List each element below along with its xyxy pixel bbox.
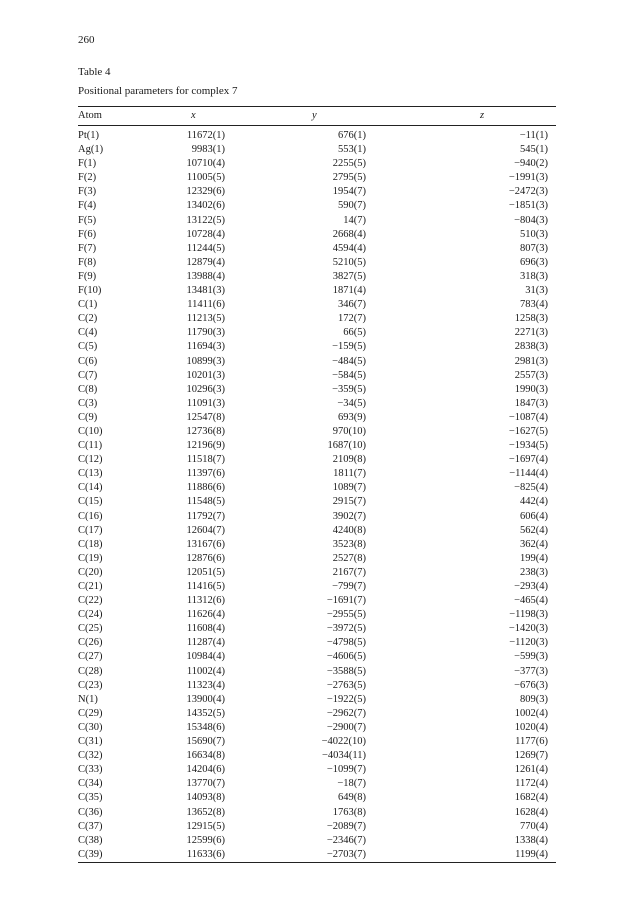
cell-y: 1954(7) xyxy=(332,186,366,198)
table-label: Table 4 xyxy=(78,66,111,78)
cell-z: 1269(7) xyxy=(514,750,548,762)
table-row xyxy=(78,355,556,369)
table-row xyxy=(78,848,556,862)
cell-y: 4594(4) xyxy=(332,242,366,254)
table-row xyxy=(78,242,556,256)
cell-x: 14093(8) xyxy=(186,792,225,804)
cell-z: −804(3) xyxy=(514,214,548,226)
cell-atom: C(33) xyxy=(78,764,103,776)
cell-y: 4240(8) xyxy=(332,524,366,536)
cell-y: 676(1) xyxy=(338,130,366,141)
table-row xyxy=(78,495,556,509)
cell-y: −34(5) xyxy=(337,397,366,409)
cell-z: 807(3) xyxy=(520,242,548,254)
cell-x: 11633(6) xyxy=(186,848,225,860)
cell-x: 13988(4) xyxy=(186,270,225,282)
cell-y: 3902(7) xyxy=(332,510,366,522)
table-row xyxy=(78,721,556,735)
table-row xyxy=(78,636,556,650)
cell-x: 12876(6) xyxy=(186,552,225,564)
table-row xyxy=(78,157,556,171)
cell-x: 14204(6) xyxy=(186,764,225,776)
table-row xyxy=(78,467,556,481)
cell-z: −2472(3) xyxy=(508,186,548,198)
cell-z: 1258(3) xyxy=(514,313,548,325)
cell-x: 13481(3) xyxy=(186,285,225,297)
cell-z: 1628(4) xyxy=(514,806,548,818)
cell-y: 3827(5) xyxy=(332,270,366,282)
cell-y: 1763(8) xyxy=(332,806,366,818)
cell-z: −599(3) xyxy=(514,651,548,663)
cell-z: 1199(4) xyxy=(515,848,548,860)
cell-x: 12879(4) xyxy=(186,256,225,268)
table-row xyxy=(78,129,556,143)
cell-y: 1811(7) xyxy=(333,468,366,480)
cell-y: −4022(10) xyxy=(321,736,366,748)
table-row xyxy=(78,693,556,707)
cell-x: 13770(7) xyxy=(186,778,225,790)
cell-y: −799(7) xyxy=(332,581,366,592)
cell-y: −2900(7) xyxy=(326,721,366,733)
cell-x: 12736(8) xyxy=(186,425,225,437)
cell-x: 10728(4) xyxy=(186,228,225,240)
page-number: 260 xyxy=(78,34,95,46)
cell-x: 13402(6) xyxy=(186,200,225,212)
cell-y: −584(5) xyxy=(332,369,366,381)
cell-y: −4606(5) xyxy=(326,651,366,663)
cell-y: −2763(5) xyxy=(326,679,366,691)
cell-x: 10710(4) xyxy=(186,158,225,170)
cell-atom: C(12) xyxy=(78,454,103,466)
cell-atom: C(7) xyxy=(78,369,98,381)
cell-x: 11548(5) xyxy=(186,496,225,508)
cell-atom: C(37) xyxy=(78,820,103,832)
cell-y: 553(1) xyxy=(338,144,366,156)
cell-x: 11518(7) xyxy=(186,454,225,466)
cell-atom: C(22) xyxy=(78,595,103,607)
cell-y: 66(5) xyxy=(343,327,366,339)
cell-y: 693(9) xyxy=(338,411,366,423)
cell-atom: C(30) xyxy=(78,721,103,733)
header-y: y xyxy=(312,110,317,121)
cell-x: 11244(5) xyxy=(186,242,225,254)
cell-atom: C(29) xyxy=(78,707,103,719)
table-row xyxy=(78,834,556,848)
cell-x: 10201(3) xyxy=(186,369,225,381)
cell-y: −2962(7) xyxy=(326,707,366,719)
header-z: z xyxy=(480,110,485,121)
cell-y: −1691(7) xyxy=(326,595,366,607)
cell-y: 2109(8) xyxy=(332,454,366,466)
cell-y: 649(8) xyxy=(338,792,366,804)
cell-y: −359(5) xyxy=(332,383,366,395)
cell-z: 783(4) xyxy=(520,299,548,311)
cell-x: 9983(1) xyxy=(191,144,225,156)
cell-z: 199(4) xyxy=(520,552,548,564)
cell-x: 11416(5) xyxy=(186,581,225,592)
cell-z: 2838(3) xyxy=(514,341,548,353)
cell-atom: C(31) xyxy=(78,736,103,748)
cell-z: −1934(5) xyxy=(508,440,548,452)
cell-z: 31(3) xyxy=(525,285,548,297)
cell-z: −825(4) xyxy=(514,482,548,494)
table-row xyxy=(78,650,556,664)
cell-z: 442(4) xyxy=(520,496,548,508)
table-row xyxy=(78,312,556,326)
cell-atom: C(16) xyxy=(78,510,103,522)
table-row xyxy=(78,284,556,298)
cell-z: 1261(4) xyxy=(514,764,548,776)
cell-atom: C(36) xyxy=(78,806,103,818)
cell-y: 172(7) xyxy=(338,313,366,325)
table-row xyxy=(78,665,556,679)
cell-x: 11002(4) xyxy=(186,665,225,677)
cell-x: 11672(1) xyxy=(186,130,225,141)
cell-y: −18(7) xyxy=(337,778,366,790)
cell-x: 12604(7) xyxy=(186,524,225,536)
table-row xyxy=(78,228,556,242)
cell-y: 1089(7) xyxy=(332,482,366,494)
cell-z: −377(3) xyxy=(514,665,548,677)
cell-atom: C(6) xyxy=(78,355,98,367)
cell-z: 510(3) xyxy=(520,228,548,240)
cell-x: 11792(7) xyxy=(186,510,225,522)
cell-atom: C(4) xyxy=(78,327,98,339)
table-row xyxy=(78,820,556,834)
cell-y: 1871(4) xyxy=(332,285,366,297)
cell-atom: F(8) xyxy=(78,256,97,268)
table-row xyxy=(78,622,556,636)
cell-atom: C(23) xyxy=(78,679,103,691)
cell-z: −11(1) xyxy=(519,130,548,141)
cell-y: −3588(5) xyxy=(326,665,366,677)
cell-atom: F(6) xyxy=(78,228,97,240)
table-row xyxy=(78,791,556,805)
cell-atom: C(3) xyxy=(78,397,98,409)
cell-atom: Pt(1) xyxy=(78,130,99,141)
cell-z: 606(4) xyxy=(520,510,548,522)
cell-atom: F(3) xyxy=(78,186,97,198)
cell-atom: F(2) xyxy=(78,172,97,184)
cell-atom: C(14) xyxy=(78,482,103,494)
cell-y: 2527(8) xyxy=(332,552,366,564)
table-row xyxy=(78,679,556,693)
table-row xyxy=(78,340,556,354)
table-row xyxy=(78,580,556,594)
cell-y: 2255(5) xyxy=(332,158,366,170)
cell-atom: F(9) xyxy=(78,270,97,282)
cell-x: 13900(4) xyxy=(186,693,225,705)
cell-x: 11626(4) xyxy=(186,609,225,621)
cell-atom: F(10) xyxy=(78,285,102,297)
cell-x: 11005(5) xyxy=(186,172,225,184)
cell-y: 14(7) xyxy=(343,214,366,226)
cell-z: 238(3) xyxy=(520,566,548,578)
header-atom: Atom xyxy=(78,110,102,121)
cell-atom: C(2) xyxy=(78,313,98,325)
cell-atom: C(8) xyxy=(78,383,98,395)
cell-x: 11287(4) xyxy=(186,637,225,649)
cell-y: −4034(11) xyxy=(321,750,366,762)
cell-atom: C(9) xyxy=(78,411,98,423)
table-row xyxy=(78,143,556,157)
table-row xyxy=(78,171,556,185)
cell-x: 14352(5) xyxy=(186,707,225,719)
cell-y: −1099(7) xyxy=(326,764,366,776)
table-row xyxy=(78,608,556,622)
table-row xyxy=(78,270,556,284)
cell-y: −2089(7) xyxy=(326,820,366,832)
table-row xyxy=(78,397,556,411)
cell-atom: C(17) xyxy=(78,524,103,536)
table-row xyxy=(78,763,556,777)
cell-z: −1851(3) xyxy=(508,200,548,212)
cell-z: −293(4) xyxy=(514,581,548,592)
cell-x: 15690(7) xyxy=(186,736,225,748)
header-x: x xyxy=(191,110,196,121)
cell-atom: F(5) xyxy=(78,214,97,226)
table-row xyxy=(78,256,556,270)
cell-z: 1847(3) xyxy=(514,397,548,409)
table-row xyxy=(78,439,556,453)
cell-x: 12915(5) xyxy=(186,820,225,832)
table-row xyxy=(78,425,556,439)
cell-y: 970(10) xyxy=(332,425,366,437)
cell-atom: C(27) xyxy=(78,651,103,663)
cell-atom: C(24) xyxy=(78,609,103,621)
cell-atom: C(28) xyxy=(78,665,103,677)
cell-x: 15348(6) xyxy=(186,721,225,733)
cell-z: 1172(4) xyxy=(515,778,548,790)
cell-x: 11091(3) xyxy=(186,397,225,409)
cell-y: −3972(5) xyxy=(326,623,366,635)
table-row xyxy=(78,749,556,763)
cell-z: 1338(4) xyxy=(514,834,548,846)
table-row xyxy=(78,777,556,791)
table-row xyxy=(78,369,556,383)
table-caption: Positional parameters for complex 7 xyxy=(78,85,238,97)
cell-atom: C(25) xyxy=(78,623,103,635)
cell-y: −2703(7) xyxy=(326,848,366,860)
table-row xyxy=(78,806,556,820)
cell-x: 10296(3) xyxy=(186,383,225,395)
cell-x: 11323(4) xyxy=(186,679,225,691)
cell-z: 809(3) xyxy=(520,693,548,705)
cell-atom: Ag(1) xyxy=(78,144,104,156)
cell-z: 545(1) xyxy=(520,144,548,156)
cell-y: −2346(7) xyxy=(326,834,366,846)
cell-z: 2557(3) xyxy=(514,369,548,381)
table-row xyxy=(78,411,556,425)
table-row xyxy=(78,707,556,721)
cell-atom: C(18) xyxy=(78,538,103,550)
cell-atom: C(26) xyxy=(78,637,103,649)
cell-atom: C(38) xyxy=(78,834,103,846)
cell-atom: F(1) xyxy=(78,158,97,170)
cell-atom: N(1) xyxy=(78,693,98,705)
cell-atom: F(7) xyxy=(78,242,97,254)
cell-x: 12051(5) xyxy=(186,566,225,578)
cell-x: 16634(8) xyxy=(186,750,225,762)
cell-x: 12599(6) xyxy=(186,834,225,846)
cell-y: 2795(5) xyxy=(332,172,366,184)
cell-x: 12329(6) xyxy=(186,186,225,198)
cell-atom: C(35) xyxy=(78,792,103,804)
table-row xyxy=(78,552,556,566)
cell-z: 318(3) xyxy=(520,270,548,282)
cell-atom: C(21) xyxy=(78,581,103,592)
cell-z: 362(4) xyxy=(520,538,548,550)
cell-x: 10899(3) xyxy=(186,355,225,367)
cell-y: −4798(5) xyxy=(326,637,366,649)
cell-x: 12547(8) xyxy=(186,411,225,423)
cell-y: 5210(5) xyxy=(332,256,366,268)
cell-z: 696(3) xyxy=(520,256,548,268)
table-header xyxy=(78,107,556,123)
cell-y: 2668(4) xyxy=(332,228,366,240)
cell-y: −159(5) xyxy=(332,341,366,353)
cell-y: 2167(7) xyxy=(332,566,366,578)
cell-atom: C(20) xyxy=(78,566,103,578)
cell-atom: C(32) xyxy=(78,750,103,762)
table-row xyxy=(78,524,556,538)
cell-z: −940(2) xyxy=(514,158,548,170)
cell-z: −1991(3) xyxy=(508,172,548,184)
table-row xyxy=(78,383,556,397)
header-rule xyxy=(78,125,556,126)
table-row xyxy=(78,214,556,228)
cell-x: 11411(6) xyxy=(187,299,225,311)
table-row xyxy=(78,735,556,749)
cell-z: −1198(3) xyxy=(509,609,548,621)
cell-atom: C(34) xyxy=(78,778,103,790)
positional-parameters-table xyxy=(78,106,556,863)
cell-x: 11790(3) xyxy=(186,327,225,339)
cell-z: 770(4) xyxy=(520,820,548,832)
cell-y: 590(7) xyxy=(338,200,366,212)
cell-z: 1990(3) xyxy=(514,383,548,395)
bottom-rule xyxy=(78,862,556,863)
cell-x: 11608(4) xyxy=(186,623,225,635)
cell-atom: C(13) xyxy=(78,468,103,480)
cell-atom: C(39) xyxy=(78,848,103,860)
cell-x: 13652(8) xyxy=(186,806,225,818)
cell-x: 12196(9) xyxy=(186,440,225,452)
cell-z: −1697(4) xyxy=(508,454,548,466)
cell-atom: C(11) xyxy=(78,440,103,452)
cell-z: 1020(4) xyxy=(514,721,548,733)
cell-y: −2955(5) xyxy=(326,609,366,621)
cell-x: 13122(5) xyxy=(186,214,225,226)
cell-y: 1687(10) xyxy=(327,440,366,452)
table-row xyxy=(78,481,556,495)
cell-x: 13167(6) xyxy=(186,538,225,550)
cell-x: 11694(3) xyxy=(186,341,225,353)
cell-atom: C(19) xyxy=(78,552,103,564)
cell-z: 2981(3) xyxy=(514,355,548,367)
cell-x: 11397(6) xyxy=(186,468,225,480)
table-row xyxy=(78,298,556,312)
table-row xyxy=(78,185,556,199)
cell-atom: C(10) xyxy=(78,425,103,437)
cell-atom: F(4) xyxy=(78,200,97,212)
table-row xyxy=(78,594,556,608)
cell-z: −1627(5) xyxy=(508,425,548,437)
table-row xyxy=(78,453,556,467)
cell-y: −484(5) xyxy=(332,355,366,367)
cell-x: 11886(6) xyxy=(186,482,225,494)
cell-z: 2271(3) xyxy=(514,327,548,339)
cell-z: −465(4) xyxy=(514,595,548,607)
cell-z: 1177(6) xyxy=(515,736,548,748)
cell-y: −1922(5) xyxy=(326,693,366,705)
table-row xyxy=(78,510,556,524)
table-row xyxy=(78,538,556,552)
cell-x: 11213(5) xyxy=(186,313,225,325)
table-row xyxy=(78,566,556,580)
cell-atom: C(5) xyxy=(78,341,98,353)
cell-x: 10984(4) xyxy=(186,651,225,663)
cell-z: 1682(4) xyxy=(514,792,548,804)
table-body xyxy=(78,129,556,862)
cell-z: 562(4) xyxy=(520,524,548,536)
cell-y: 3523(8) xyxy=(332,538,366,550)
cell-z: −676(3) xyxy=(514,679,548,691)
cell-z: −1144(4) xyxy=(509,468,548,480)
cell-z: −1420(3) xyxy=(508,623,548,635)
table-row xyxy=(78,326,556,340)
cell-z: −1087(4) xyxy=(508,411,548,423)
cell-atom: C(1) xyxy=(78,299,98,311)
cell-z: 1002(4) xyxy=(514,707,548,719)
cell-atom: C(15) xyxy=(78,496,103,508)
cell-z: −1120(3) xyxy=(509,637,548,649)
cell-y: 2915(7) xyxy=(332,496,366,508)
cell-x: 11312(6) xyxy=(186,595,225,607)
table-row xyxy=(78,199,556,213)
cell-y: 346(7) xyxy=(338,299,366,311)
